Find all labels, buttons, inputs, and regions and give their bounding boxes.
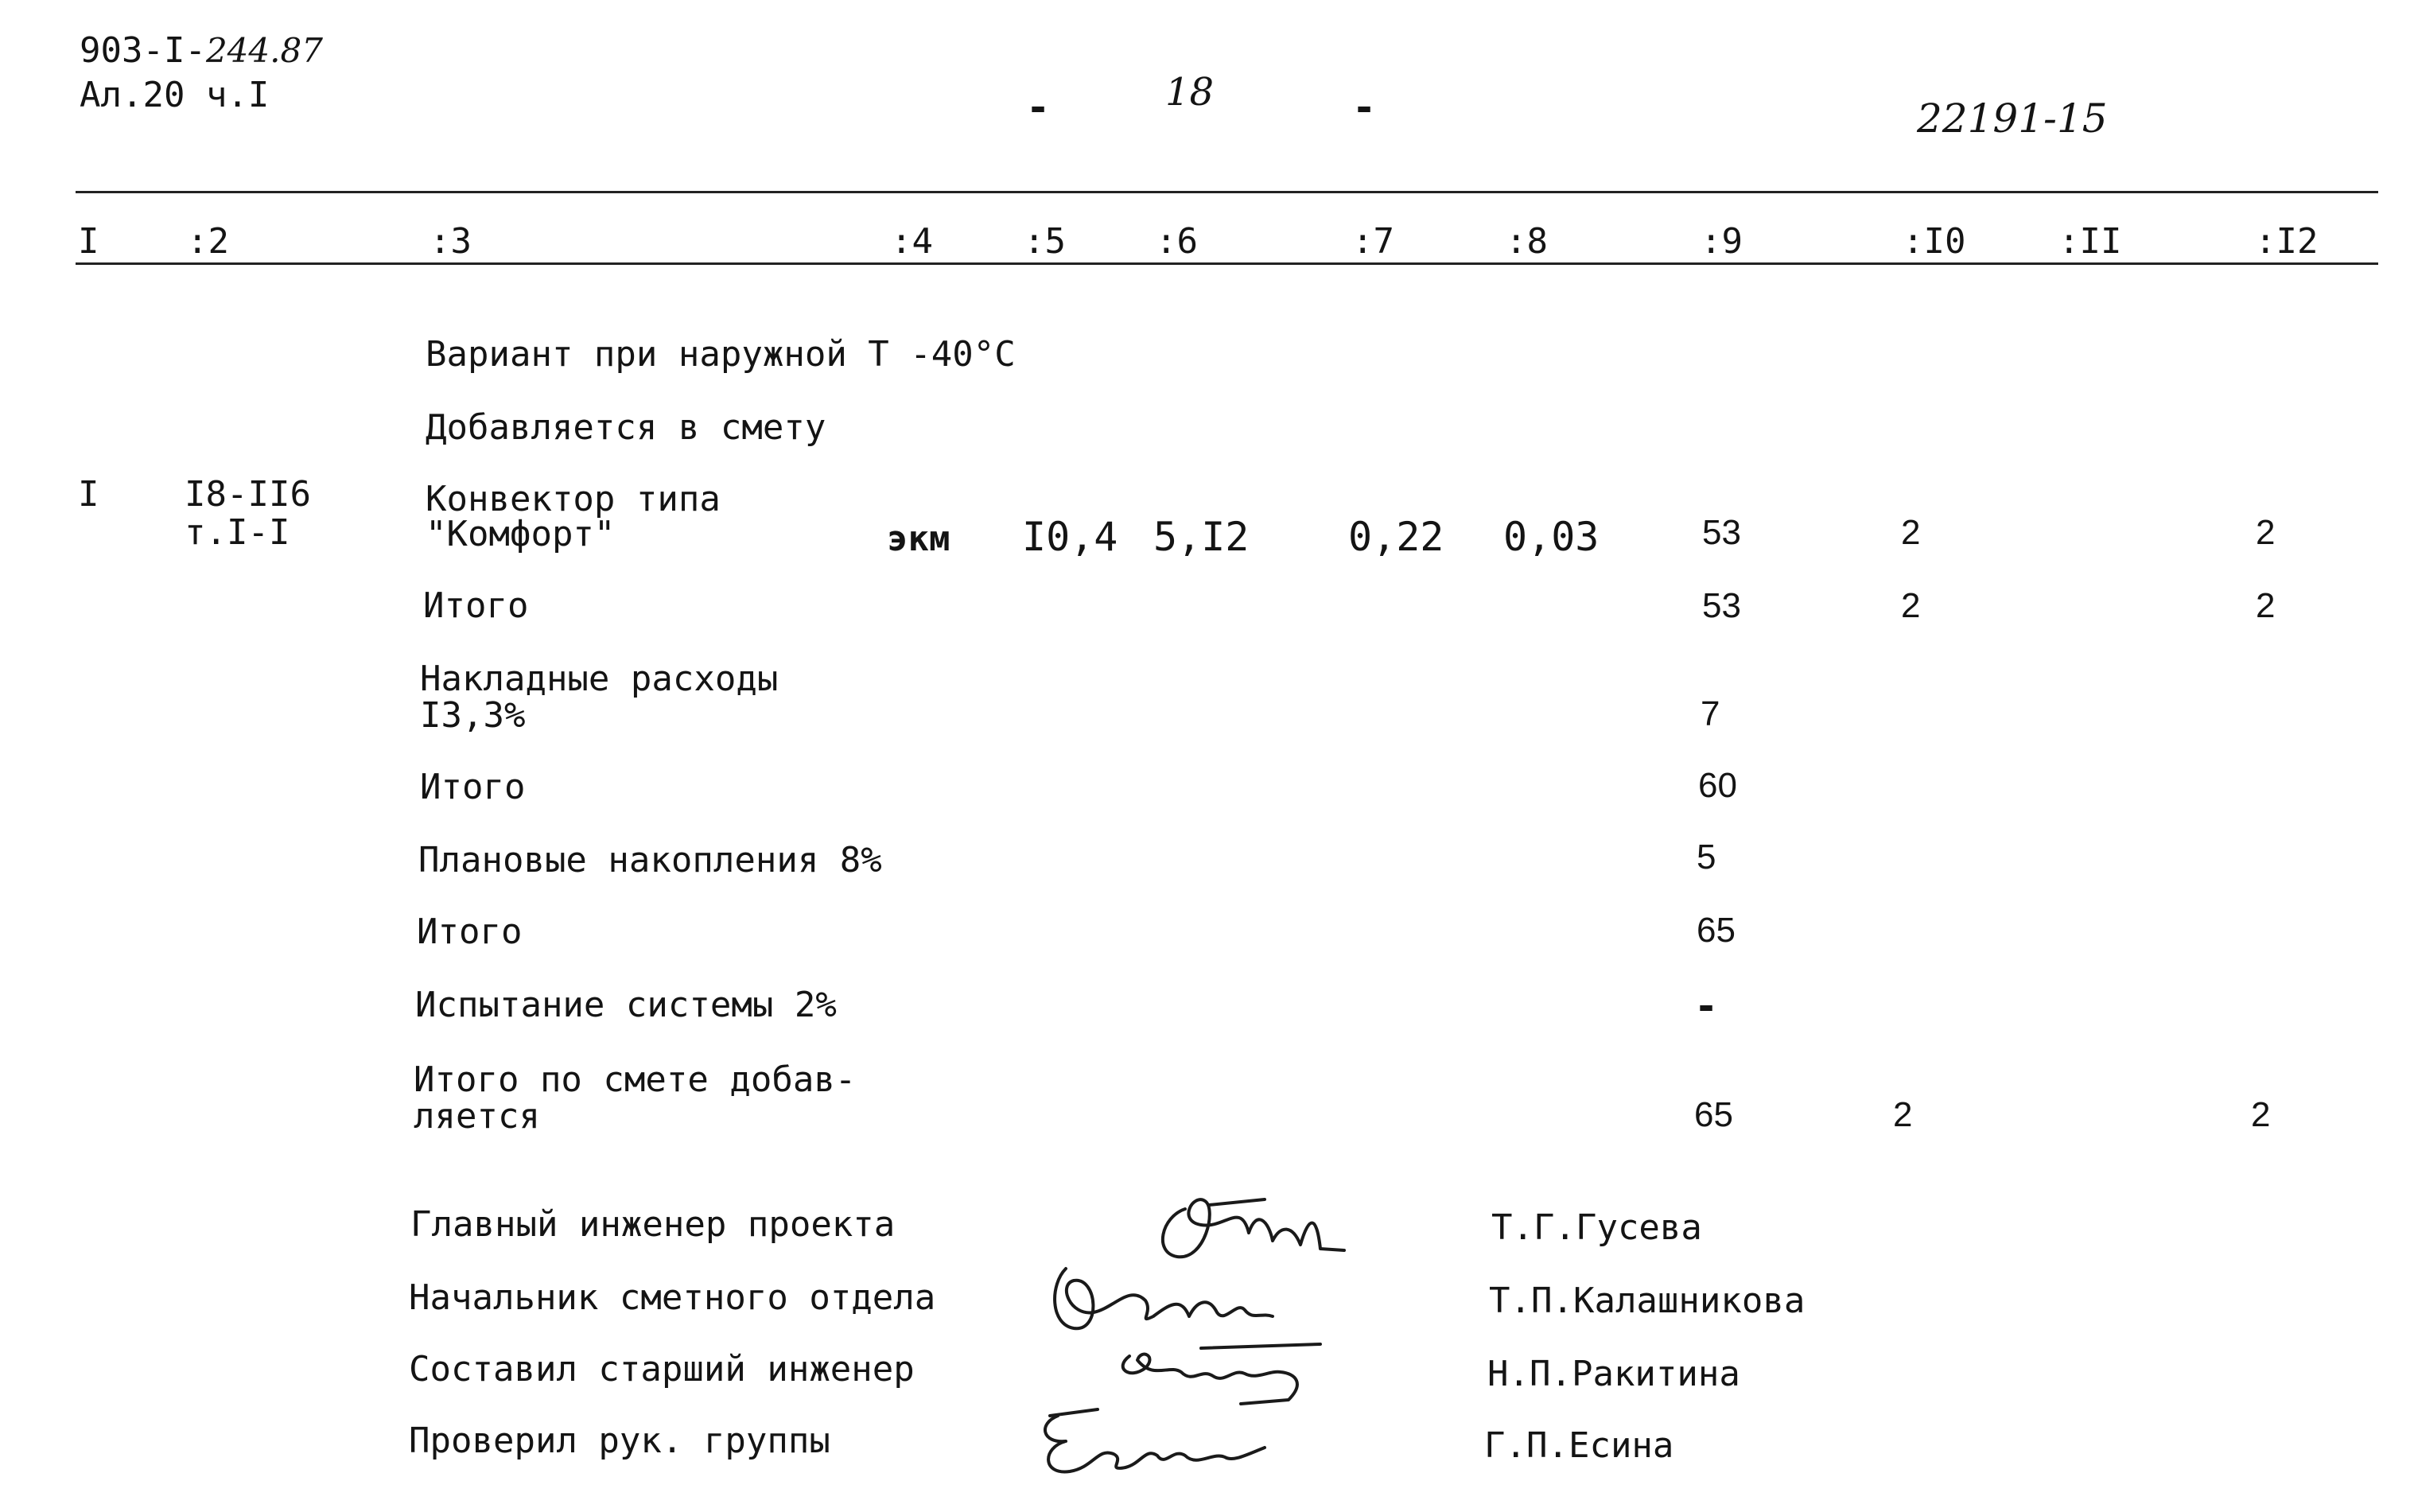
row-label-rate: I3,3% — [420, 695, 526, 736]
page-dash-right: - — [1352, 84, 1377, 130]
item-name-quoted: "Комфорт" — [426, 514, 616, 554]
document-code-prefix: 903-I- — [80, 30, 206, 71]
added-title: Добавляется в смету — [426, 407, 826, 448]
row-label: Плановые накопления 8% — [418, 840, 882, 880]
signature-role-head-estimates: Начальник сметного отдела — [409, 1277, 936, 1318]
row-col9: 7 — [1701, 694, 1720, 733]
row-label: Испытание системы 2% — [415, 985, 837, 1025]
signature-name-checked-by: Г.П.Есина — [1484, 1425, 1674, 1466]
row-col9: - — [1694, 983, 1719, 1029]
row-label: Итого — [423, 585, 529, 626]
item-quantity: I0,4 — [1022, 514, 1118, 560]
item-table-ref: т.I-I — [185, 512, 290, 553]
table-top-rule — [76, 191, 2378, 193]
row-col9: 60 — [1698, 766, 1737, 805]
handwritten-signature-1 — [1129, 1177, 1368, 1265]
row-label: Итого — [417, 911, 523, 952]
row-col9: 65 — [1694, 1095, 1733, 1134]
variant-title: Вариант при наружной Т -40°C — [426, 334, 1016, 375]
column-3-number: :3 — [430, 221, 472, 262]
row-col12: 2 — [2251, 1095, 2271, 1134]
row-label: Итого по смете добав- — [414, 1059, 857, 1100]
column-6-number: :6 — [1156, 221, 1198, 262]
item-col8: 0,03 — [1503, 514, 1600, 560]
column-11-number: :II — [2058, 221, 2122, 262]
item-code: I8-II6 — [185, 474, 311, 515]
item-price: 5,I2 — [1153, 514, 1250, 560]
column-1-number: I — [78, 221, 99, 262]
item-col9: 53 — [1702, 513, 1741, 552]
handwritten-signature-4 — [1026, 1392, 1281, 1487]
item-col12: 2 — [2256, 513, 2276, 552]
column-header-rule — [76, 262, 2378, 265]
column-9-number: :9 — [1701, 221, 1743, 262]
item-name: Конвектор типа — [426, 479, 721, 519]
registry-number: 22191-15 — [1917, 95, 2108, 142]
row-label-cont: ляется — [414, 1096, 540, 1137]
signature-name-chief-engineer: Т.Г.Гусева — [1491, 1207, 1702, 1248]
column-2-number: :2 — [187, 221, 229, 262]
row-col9: 5 — [1697, 838, 1716, 876]
document-code-handwritten: 244.87 — [205, 31, 323, 70]
column-10-number: :I0 — [1903, 221, 1966, 262]
column-8-number: :8 — [1506, 221, 1548, 262]
column-12-number: :I2 — [2255, 221, 2319, 262]
column-4-number: :4 — [891, 221, 933, 262]
item-col10: 2 — [1901, 513, 1921, 552]
column-5-number: :5 — [1024, 221, 1066, 262]
signature-name-head-estimates: Т.П.Калашникова — [1489, 1281, 1806, 1321]
row-col10: 2 — [1893, 1095, 1913, 1134]
album-reference: Ал.20 ч.I — [80, 75, 270, 115]
row-label: Накладные расходы — [420, 659, 779, 699]
signature-name-compiled-by: Н.П.Ракитина — [1487, 1354, 1740, 1394]
signature-role-checked-by: Проверил рук. группы — [409, 1421, 830, 1461]
item-position: I — [78, 474, 99, 515]
row-col9: 53 — [1702, 586, 1741, 625]
item-col7: 0,22 — [1348, 514, 1444, 560]
item-unit: экм — [887, 519, 950, 559]
column-7-number: :7 — [1352, 221, 1394, 262]
row-col9: 65 — [1697, 911, 1736, 950]
page-dash-left: - — [1026, 84, 1051, 130]
row-label: Итого — [420, 767, 526, 807]
document-code — [80, 30, 323, 71]
page-number: 18 — [1165, 70, 1215, 115]
signature-role-compiled-by: Составил старший инженер — [409, 1349, 915, 1390]
row-col12: 2 — [2256, 586, 2276, 625]
row-col10: 2 — [1901, 586, 1921, 625]
signature-role-chief-engineer: Главный инженер проекта — [410, 1204, 896, 1245]
